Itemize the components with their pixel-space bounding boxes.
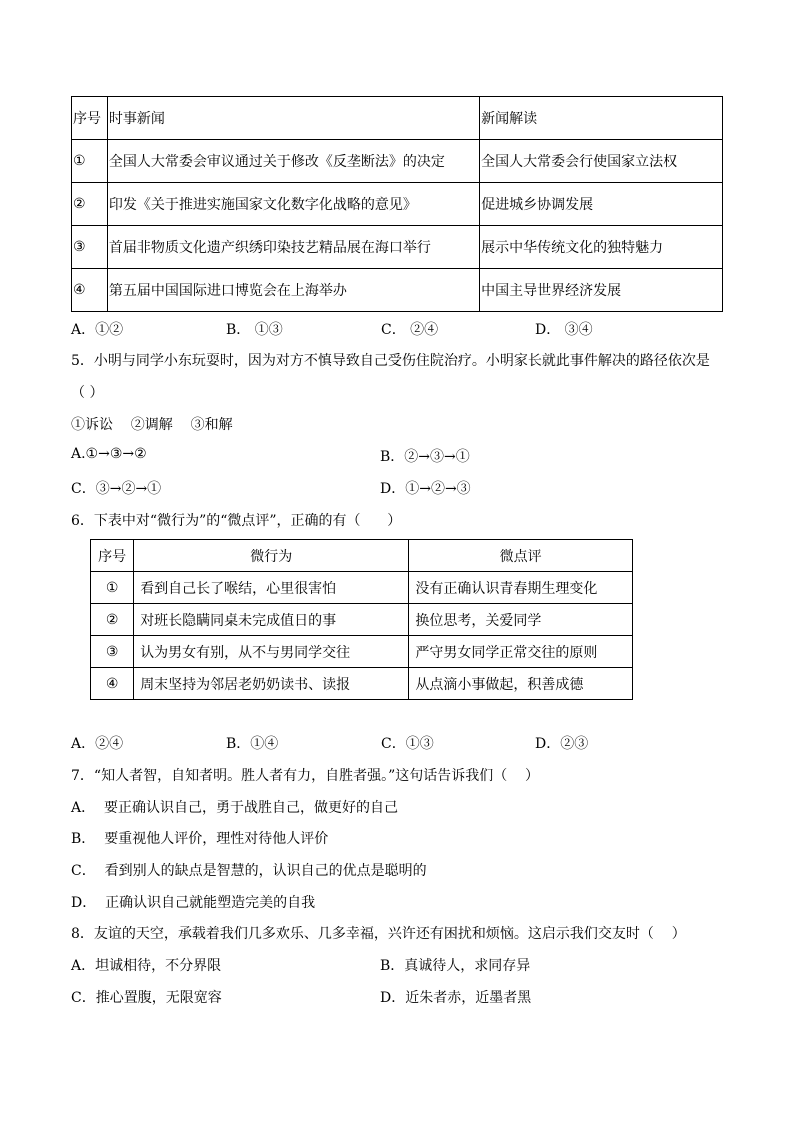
q5-option-a: A.①→③→②	[71, 446, 147, 462]
q8-option-d: D．近朱者赤，近墨者黑	[380, 990, 532, 1006]
header-cell: 序号	[72, 97, 108, 140]
table-row	[72, 183, 723, 226]
table-cell: ④	[72, 269, 108, 312]
table-cell: 印发《关于推进实施国家文化数字化战略的意见》	[107, 183, 479, 226]
table-cell: ③	[91, 636, 134, 668]
q7-option-c: C． 看到别人的缺点是智慧的，认识自己的优点是聪明的	[71, 863, 427, 879]
table-row	[91, 604, 633, 636]
header-cell: 时事新闻	[107, 97, 479, 140]
table-row	[72, 140, 723, 183]
header-cell: 新闻解读	[480, 97, 723, 140]
q8-option-c: C．推心置腹，无限宽容	[71, 990, 222, 1006]
table-cell: 从点滴小事做起，积善成德	[409, 668, 633, 700]
table-cell: ③	[72, 226, 108, 269]
q8-option-b: B．真诚待人，求同存异	[380, 958, 531, 974]
table-cell: 看到自己长了喉结，心里很害怕	[134, 572, 409, 604]
q5-option-d: D．①→②→③	[380, 481, 471, 497]
q7-option-a: A． 要正确认识自己，勇于战胜自己，做更好的自己	[71, 800, 399, 816]
q5-stem-blank: （ ）	[71, 385, 104, 401]
q4-option-b: B． ①③	[226, 322, 283, 338]
table-cell: 严守男女同学正常交往的原则	[409, 636, 633, 668]
table-cell: 首届非物质文化遗产织绣印染技艺精品展在海口举行	[107, 226, 479, 269]
table-row	[91, 572, 633, 604]
table-cell: ②	[91, 604, 134, 636]
header-cell: 微行为	[134, 540, 409, 572]
table-row	[72, 226, 723, 269]
table-header-row	[91, 540, 633, 572]
q5-option-c: C．③→②→①	[71, 481, 162, 497]
table-cell: 中国主导世界经济发展	[480, 269, 723, 312]
table-cell: ①	[91, 572, 134, 604]
q7-stem: 7．“知人者智，自知者明。胜人者有力，自胜者强。”这句话告诉我们（ ）	[71, 768, 540, 784]
table-row	[72, 269, 723, 312]
q7-option-d: D． 正确认识自己就能塑造完美的自我	[71, 895, 316, 911]
table-cell: 第五届中国国际进口博览会在上海举办	[107, 269, 479, 312]
table-cell: 展示中华传统文化的独特魅力	[480, 226, 723, 269]
table-cell: 周末坚持为邻居老奶奶读书、读报	[134, 668, 409, 700]
table-cell: 全国人大常委会审议通过关于修改《反垄断法》的决定	[107, 140, 479, 183]
table-cell: ④	[91, 668, 134, 700]
q5-stem: 5．小明与同学小东玩耍时，因为对方不慎导致自己受伤住院治疗。小明家长就此事件解决的路径依次是	[71, 353, 710, 369]
q6-option-b: B．①④	[226, 736, 279, 752]
q6-option-c: C．①③	[381, 736, 434, 752]
q4-option-a: A．①②	[71, 322, 124, 338]
behavior-table	[90, 539, 633, 700]
table-cell: 对班长隐瞒同桌未完成值日的事	[134, 604, 409, 636]
table-cell: 促进城乡协调发展	[480, 183, 723, 226]
q5-option-b: B．②→③→①	[380, 449, 470, 465]
table-cell: 没有正确认识青春期生理变化	[409, 572, 633, 604]
table-cell: 认为男女有别，从不与男同学交往	[134, 636, 409, 668]
q7-option-b: B． 要重视他人评价，理性对待他人评价	[71, 831, 329, 847]
q8-stem: 8．友谊的天空，承载着我们几多欢乐、几多幸福，兴许还有困扰和烦恼。这启示我们交友时（ ）	[71, 926, 686, 942]
q4-option-c: C． ②④	[381, 322, 439, 338]
news-table	[71, 96, 723, 312]
header-cell: 微点评	[409, 540, 633, 572]
table-cell: 全国人大常委会行使国家立法权	[480, 140, 723, 183]
header-cell: 序号	[91, 540, 134, 572]
table-row	[91, 668, 633, 700]
table-row	[91, 636, 633, 668]
q6-option-d: D．②③	[535, 736, 589, 752]
table-cell: ②	[72, 183, 108, 226]
q6-option-a: A．②④	[71, 736, 124, 752]
table-cell: ①	[72, 140, 108, 183]
q5-items: ①诉讼 ②调解 ③和解	[71, 417, 233, 433]
table-header-row	[72, 97, 723, 140]
q6-stem: 6．下表中对“微行为”的“微点评”，正确的有（ ）	[71, 513, 402, 529]
q4-option-d: D． ③④	[535, 322, 593, 338]
q8-option-a: A．坦诚相待，不分界限	[71, 958, 222, 974]
table-cell: 换位思考，关爱同学	[409, 604, 633, 636]
